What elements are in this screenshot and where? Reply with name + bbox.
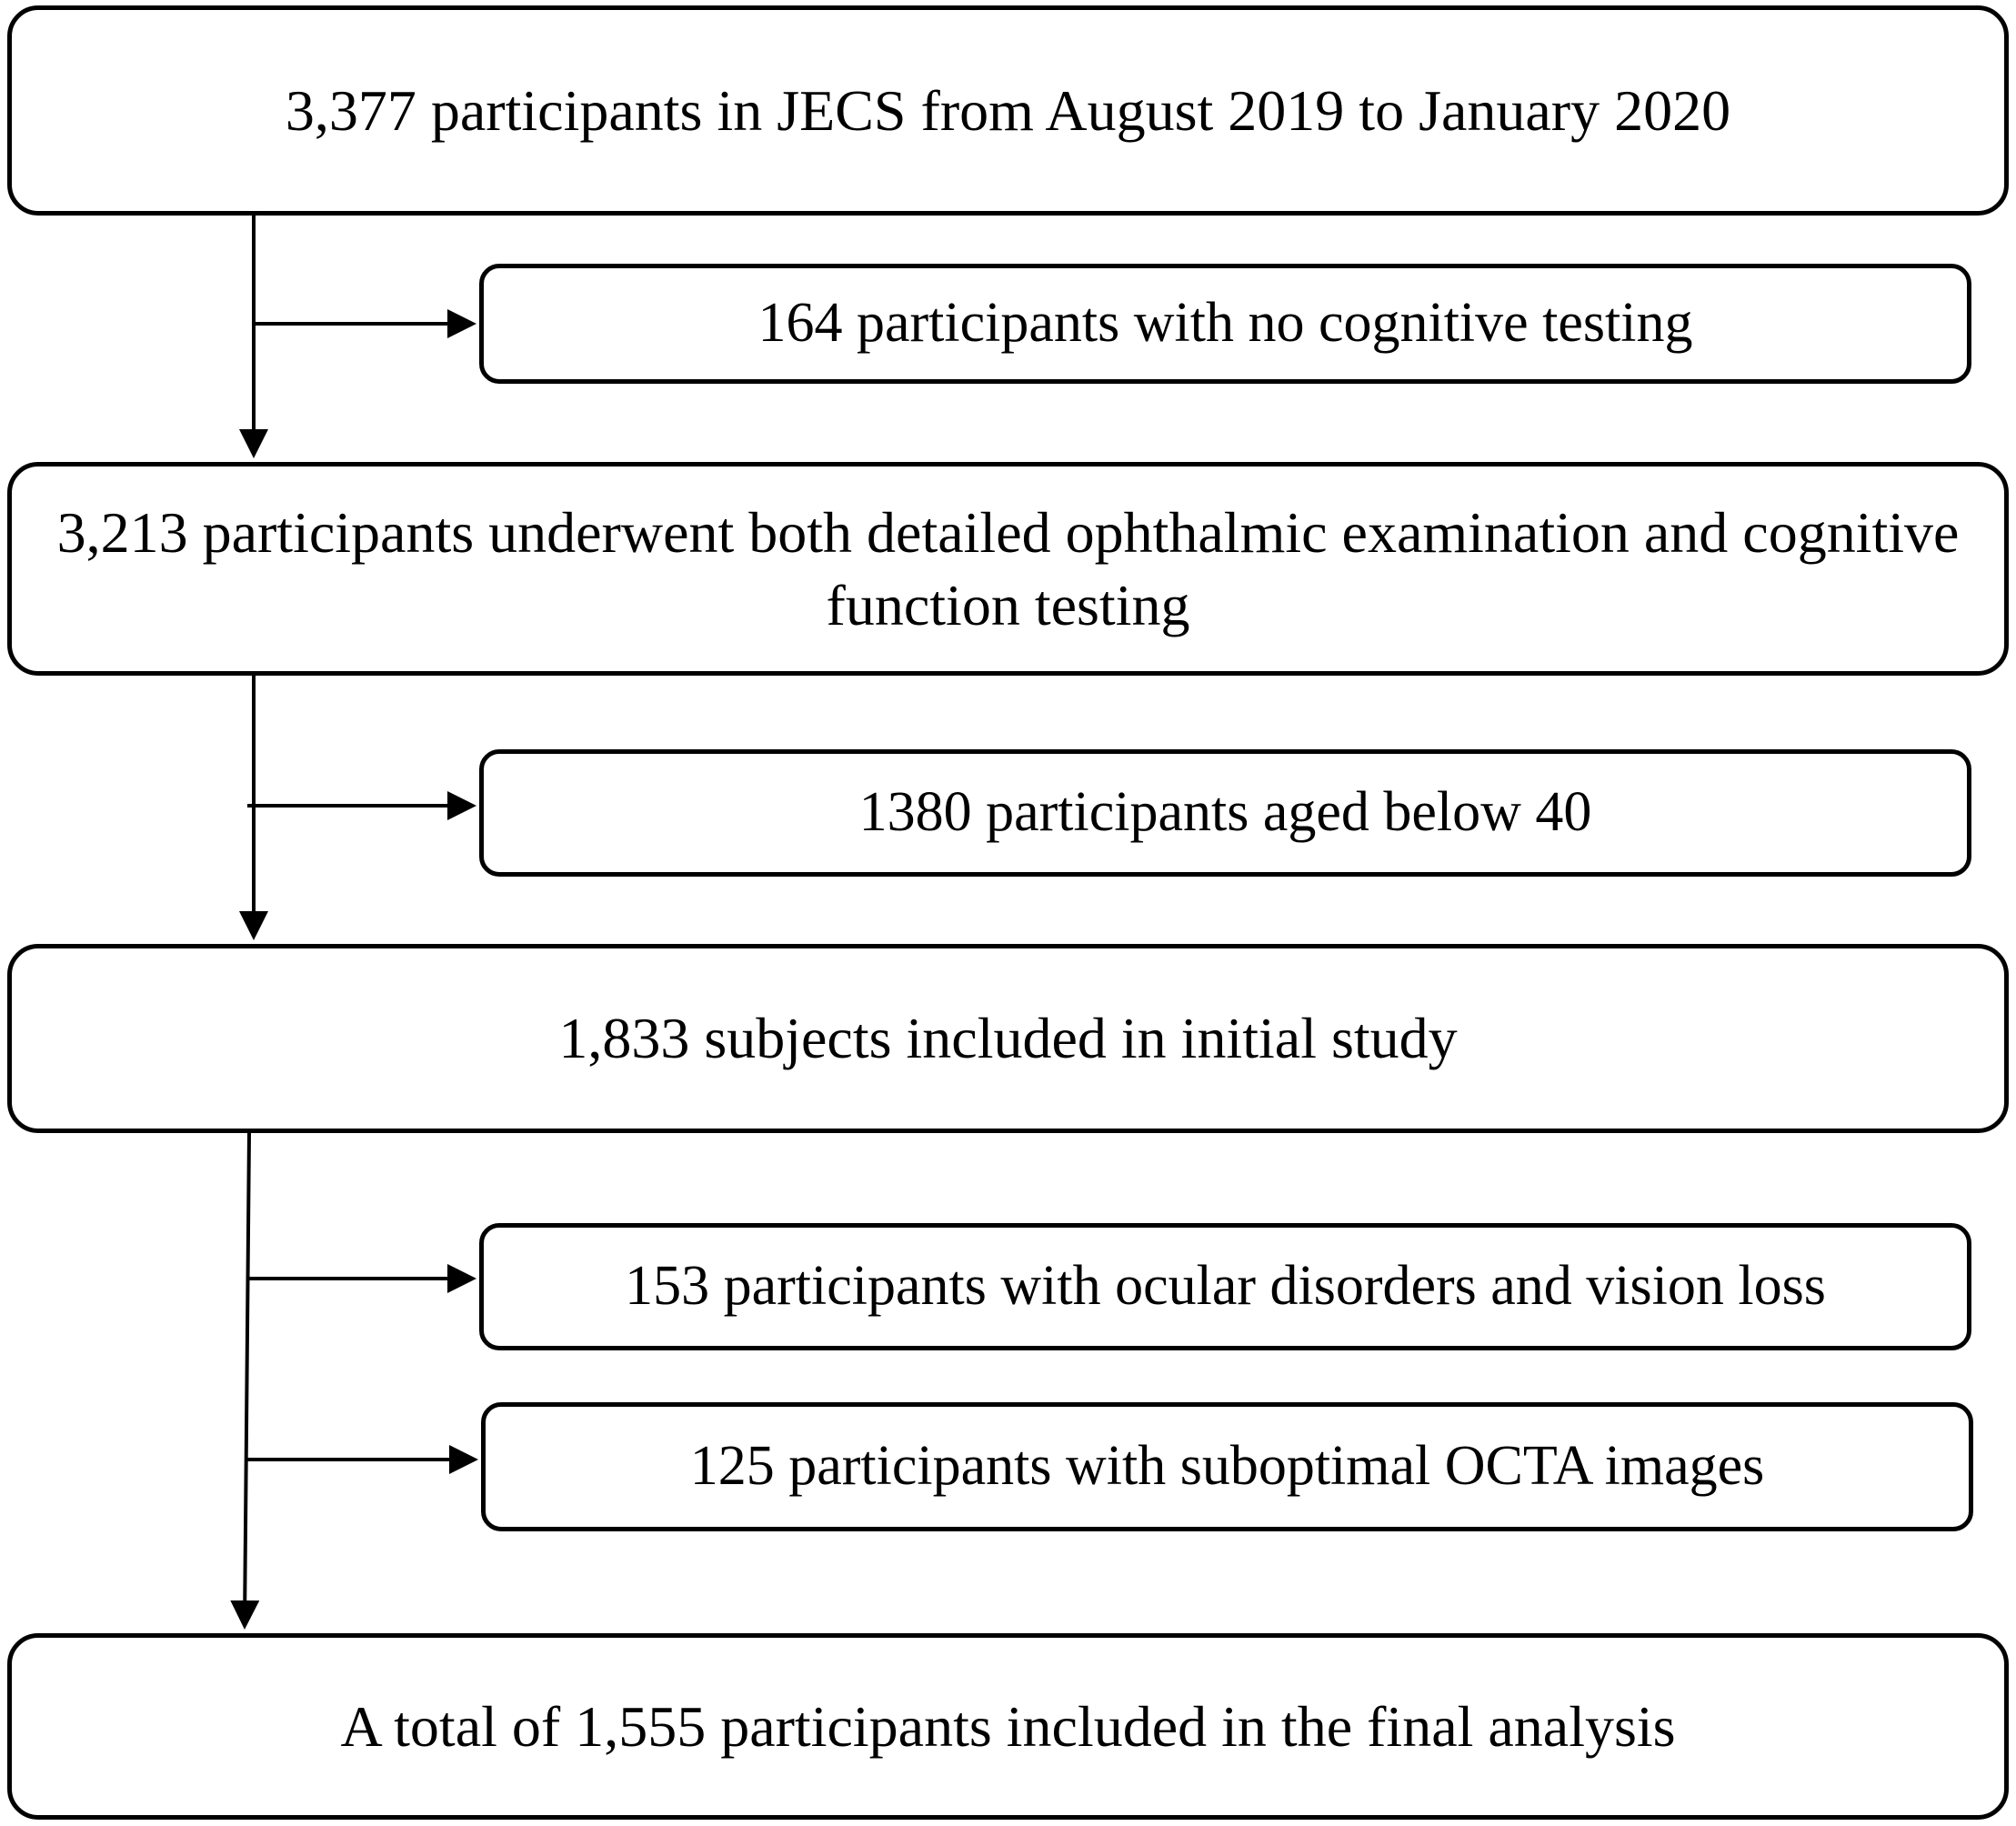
stage-final-box	[7, 1633, 2009, 1820]
exclusion-under-40-text: 1380 participants aged below 40	[858, 781, 1592, 844]
stage-initial-box	[7, 944, 2009, 1133]
stage-enrolled-text: 3,377 participants in JECS from August 2019 to January 2020	[285, 77, 1731, 143]
stage-final-text: A total of 1,555 participants included in the final analysis	[340, 1693, 1676, 1759]
exclusion-octa-box	[481, 1402, 1973, 1531]
exclusion-no-cognitive-box	[479, 264, 1971, 384]
stage-tested-box	[7, 462, 2009, 676]
stage-enrolled-box	[7, 5, 2009, 216]
exclusion-ocular-box	[479, 1223, 1971, 1350]
stage-initial-text: 1,833 subjects included in initial study	[558, 1006, 1458, 1070]
exclusion-under-40-box	[479, 749, 1971, 877]
exclusion-octa-text: 125 participants with suboptimal OCTA images	[689, 1435, 1765, 1498]
stage-tested-text: 3,213 participants underwent both detailed ophthalmic examination and cognitive function testing	[56, 499, 1960, 637]
exclusion-no-cognitive-text: 164 participants with no cognitive testing	[757, 292, 1693, 355]
exclusion-ocular-text: 153 participants with ocular disorders and vision loss	[625, 1255, 1826, 1318]
arrow-initial-to-final	[245, 1133, 249, 1626]
